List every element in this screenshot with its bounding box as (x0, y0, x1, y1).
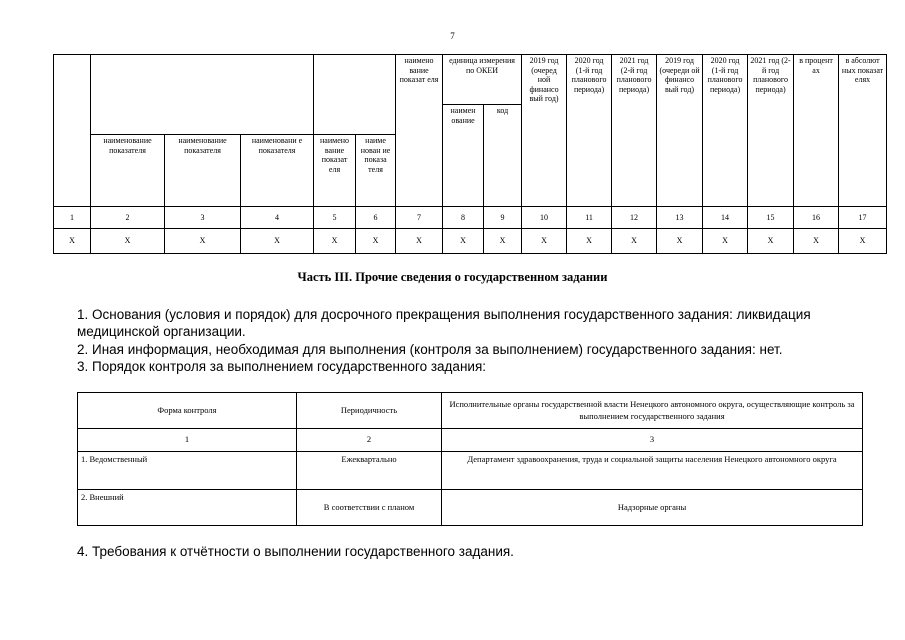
header-year: 2020 год (1-й год планового периода) (567, 55, 612, 207)
header-absolute: в абсолют ных показат елях (839, 55, 887, 207)
column-number: 2 (297, 429, 442, 452)
periodicity-cell: В соответствии с планом (297, 490, 442, 526)
control-form-cell: 1. Ведомственный (78, 452, 297, 490)
value-cell: X (241, 229, 314, 254)
column-number: 17 (839, 207, 887, 229)
column-number-row (54, 207, 887, 229)
paragraph-reporting-requirements: 4. Требования к отчётности о выполнении государственного задания. (77, 544, 514, 559)
value-cell: X (612, 229, 657, 254)
column-number: 14 (703, 207, 748, 229)
header-sub-label: наименование показателя (91, 135, 165, 207)
column-number: 5 (314, 207, 356, 229)
header-unit-name: наимен ование (443, 105, 484, 207)
part-heading: Часть III. Прочие сведения о государственном задании (297, 270, 608, 284)
periodicity-cell: Ежеквартально (297, 452, 442, 490)
header-year: 2019 год (очеред ной финансо вый год) (522, 55, 567, 207)
value-cell: X (484, 229, 522, 254)
authority-cell: Надзорные органы (442, 490, 863, 526)
header-percent: в процент ах (794, 55, 839, 207)
header-sub-label: наиме нован ие показа теля (356, 135, 396, 207)
value-cell: X (794, 229, 839, 254)
value-cell: X (356, 229, 396, 254)
blank-header-cell (54, 55, 91, 207)
header-year: 2021 год (2-й год планового периода) (748, 55, 794, 207)
paragraph-control-procedure: 3. Порядок контроля за выполнением государственного задания: (77, 359, 487, 374)
column-number: 8 (443, 207, 484, 229)
header-sub-label: наименование показателя (165, 135, 241, 207)
value-cell: X (314, 229, 356, 254)
column-number: 4 (241, 207, 314, 229)
value-cell: X (91, 229, 165, 254)
header-authority: Исполнительные органы государственной власти Ненецкого автономного округа, осуществляющие контроль за выполнением государственного задания (442, 393, 863, 429)
column-number: 15 (748, 207, 794, 229)
column-number-row (78, 429, 863, 452)
header-year: 2020 год (1-й год планового периода) (703, 55, 748, 207)
control-table (77, 392, 863, 526)
column-number: 3 (165, 207, 241, 229)
header-year: 2019 год (очереди ой финансо вый год) (657, 55, 703, 207)
header-sub-label: наименовани е показателя (241, 135, 314, 207)
value-cell: X (657, 229, 703, 254)
value-cell: X (839, 229, 887, 254)
column-number: 10 (522, 207, 567, 229)
blank-header-cell (91, 55, 314, 135)
table-row (78, 452, 863, 490)
paragraph-termination-grounds: 1. Основания (условия и порядок) для досрочного прекращения выполнения государственного задания: ликвидация медицинской организации. (77, 307, 811, 339)
column-number: 16 (794, 207, 839, 229)
authority-cell: Департамент здравоохранения, труда и социальной защиты населения Ненецкого автономного округа (442, 452, 863, 490)
column-number: 12 (612, 207, 657, 229)
value-cell: X (522, 229, 567, 254)
value-cell: X (748, 229, 794, 254)
header-unit-group: единица измерения по ОКЕИ (443, 55, 522, 105)
column-number: 6 (356, 207, 396, 229)
value-cell: X (396, 229, 443, 254)
value-cell: X (443, 229, 484, 254)
value-cell: X (165, 229, 241, 254)
header-indicator-name: наимено вание показат еля (396, 55, 443, 207)
header-sub-label: наимено вание показат еля (314, 135, 356, 207)
column-number: 9 (484, 207, 522, 229)
header-unit-code: код (484, 105, 522, 207)
control-form-cell: 2. Внешний (78, 490, 297, 526)
header-periodicity: Периодичность (297, 393, 442, 429)
value-cell: X (703, 229, 748, 254)
value-cell: X (54, 229, 91, 254)
paragraph-other-info: 2. Иная информация, необходимая для выполнения (контроля за выполнением) государственного задания: нет. (77, 342, 783, 357)
column-number: 3 (442, 429, 863, 452)
column-number: 7 (396, 207, 443, 229)
column-number: 11 (567, 207, 612, 229)
column-number: 1 (54, 207, 91, 229)
header-year: 2021 год (2-й год планового периода) (612, 55, 657, 207)
blank-header-cell (314, 55, 396, 135)
indicator-table (53, 54, 887, 254)
column-number: 13 (657, 207, 703, 229)
header-control-form: Форма контроля (78, 393, 297, 429)
table-row (54, 229, 887, 254)
page-number: 7 (450, 31, 455, 41)
column-number: 2 (91, 207, 165, 229)
column-number: 1 (78, 429, 297, 452)
table-row (78, 490, 863, 526)
value-cell: X (567, 229, 612, 254)
